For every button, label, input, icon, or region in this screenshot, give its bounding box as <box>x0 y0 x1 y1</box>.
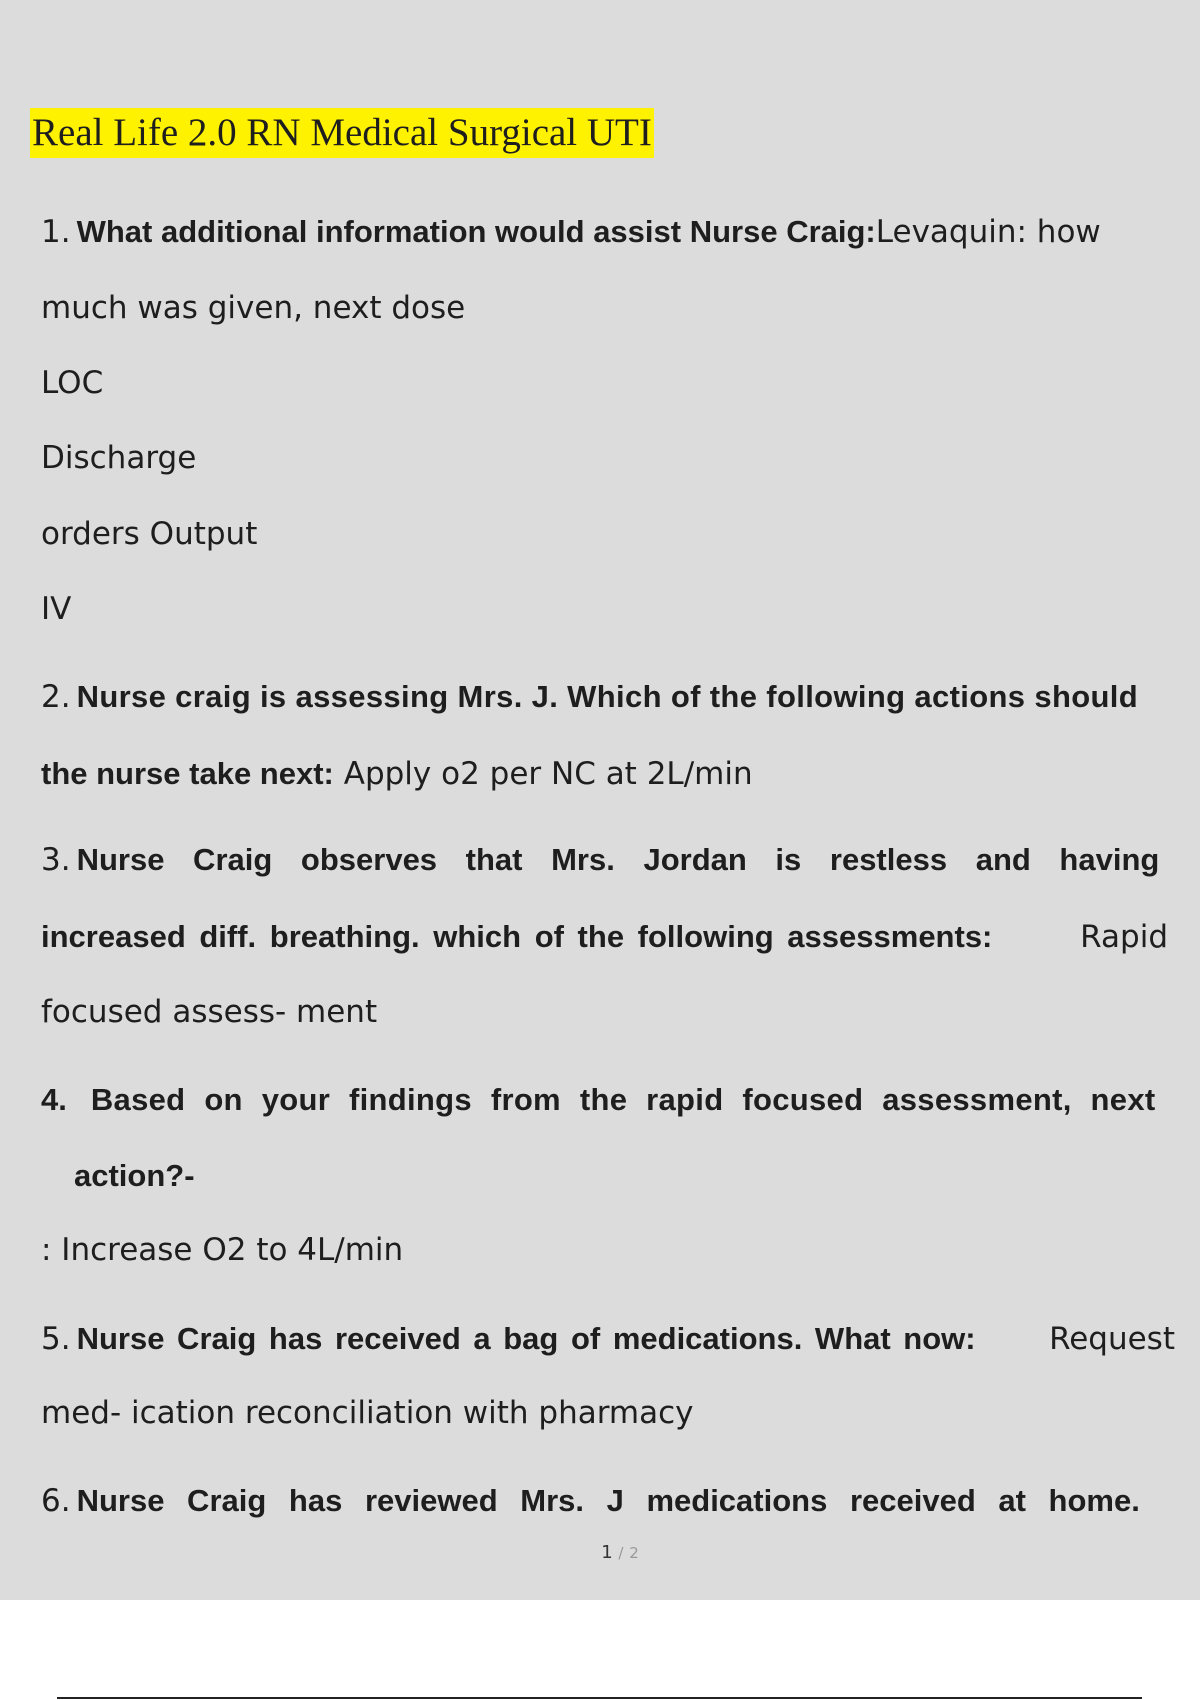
question-text: Nurse Craig has received a bag of medications. What now: <box>76 1321 976 1356</box>
question-number: 3. <box>41 842 71 878</box>
answer-continuation: focused assess- ment <box>41 994 378 1030</box>
answer-text: Rapid <box>1080 919 1168 955</box>
answer-continuation: med- ication reconciliation with pharmacy <box>41 1395 694 1431</box>
question-1 <box>41 214 1100 250</box>
current-page: 1 <box>601 1542 613 1563</box>
question-text: increased diff. breathing. which of the following assessments: <box>41 919 993 954</box>
list-item: LOC <box>41 365 104 401</box>
question-2-line-2 <box>41 756 753 792</box>
list-item: Discharge <box>41 440 197 476</box>
answer-text: Apply o2 per NC at 2L/min <box>343 756 753 792</box>
question-number: 5. <box>41 1321 71 1357</box>
page-indicator <box>0 1542 1200 1563</box>
question-2 <box>41 679 1200 715</box>
question-number: 6. <box>41 1483 71 1519</box>
question-6 <box>41 1483 1200 1519</box>
document-title: Real Life 2.0 RN Medical Surgical UTI <box>30 108 654 158</box>
question-text: What additional information would assist Nurse Craig: <box>76 214 876 249</box>
question-text: Based on your findings from the rapid focused assessment, next <box>90 1082 1156 1117</box>
list-item: orders Output <box>41 516 258 552</box>
answer-text: Request <box>1049 1321 1175 1357</box>
question-3 <box>41 842 1168 878</box>
question-number: 1. <box>41 214 71 250</box>
answer-text: Levaquin: how <box>875 214 1101 250</box>
question-number: 2. <box>41 679 71 715</box>
question-text: Nurse Craig has reviewed Mrs. J medications received at home. <box>76 1483 1140 1518</box>
answer-text: : Increase O2 to 4L/min <box>41 1232 404 1268</box>
question-3-line-2 <box>41 919 1168 955</box>
question-number: 4. <box>41 1082 67 1117</box>
question-text: Nurse Craig observes that Mrs. Jordan is restless and having <box>76 842 1160 877</box>
question-text: Nurse craig is assessing Mrs. J. Which of the following actions should <box>76 679 1139 714</box>
question-text: action?- <box>74 1158 195 1193</box>
page-separator: / <box>618 1544 624 1562</box>
question-4 <box>41 1082 1200 1118</box>
question-text: the nurse take next: <box>41 756 334 791</box>
answer-continuation: much was given, next dose <box>41 290 466 326</box>
next-page-rule <box>57 1697 1142 1699</box>
list-item: IV <box>41 591 72 627</box>
question-5 <box>41 1321 1175 1357</box>
total-pages: 2 <box>629 1544 639 1562</box>
